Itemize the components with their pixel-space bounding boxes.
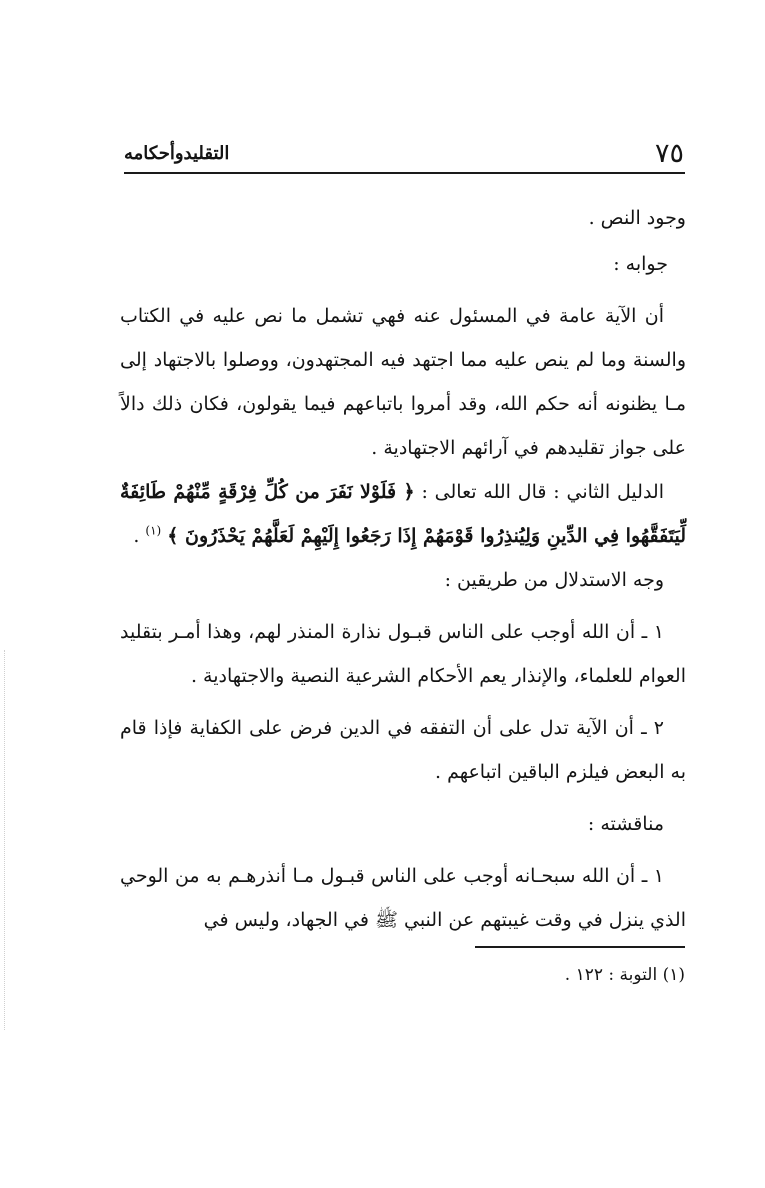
inference-heading: وجه الاستدلال من طريقين : [444, 569, 664, 591]
page-header [124, 138, 684, 170]
footnote-rule [475, 946, 685, 948]
footnote: (١) التوبة : ١٢٢ . [564, 965, 685, 985]
scan-edge-mark [4, 650, 6, 1030]
body-text [120, 196, 686, 942]
discussion-heading: مناقشته : [587, 813, 664, 835]
point-2: ٢ ـ أن الآية تدل على أن التفقه في الدين فرض على الكفاية فإذا قام به البعض فيلزم الباقين اتباعهم . [120, 717, 686, 783]
footnote-reference: (١) [145, 523, 162, 538]
discussion-point-1: ١ ـ أن الله سبحـانه أوجب على الناس قبـول مـا أنذرهـم به من الوحي الذي ينزل في وقت غيبتهم عن النبي ﷺ في الجهاد، وليس في [120, 865, 686, 931]
proof-end: . [133, 525, 140, 547]
point-1: ١ ـ أن الله أوجب على الناس قبـول نذارة المنذر لهم، وهذا أمـر بتقليد العوام للعلماء، والإنذار يعم الأحكام الشرعية النصية والاجتهادية . [120, 621, 686, 687]
line-continuation: وجود النص . [588, 207, 686, 229]
answer-paragraph: أن الآية عامة في المسئول عنه فهي تشمل ما نص عليه في الكتاب والسنة وما لم ينص عليه مما اجتهد فيه المجتهدون، ووصلوا بالاجتهاد إلى مـا يظنونه أنه حكم الله، وقد أمروا باتباعهم فيما يقولون، فكان ذلك دالاً على جواز تقليدهم في آرائهم الاجتهادية . [120, 305, 686, 459]
proof-intro: الدليل الثاني : قال الله تعالى : [421, 481, 664, 503]
second-proof-paragraph [120, 470, 686, 558]
header-rule [124, 172, 685, 174]
answer-heading: جوابه : [613, 253, 668, 275]
running-title: التقليدوأحكامه [124, 143, 230, 164]
quran-verse: ﴿ فَلَوْلا نَفَرَ من كُلِّ فِرْقَةٍ مِّنْهُمْ طَائِفَةٌ لِّيَتَفَقَّهُوا فِي الدِّينِ وَلِيُنذِرُوا قَوْمَهُمْ إِذَا رَجَعُوا إِلَيْهِمْ لَعَلَّهُمْ يَحْذَرُونَ ﴾ [120, 481, 686, 547]
page-number: ٧٥ [654, 138, 684, 169]
